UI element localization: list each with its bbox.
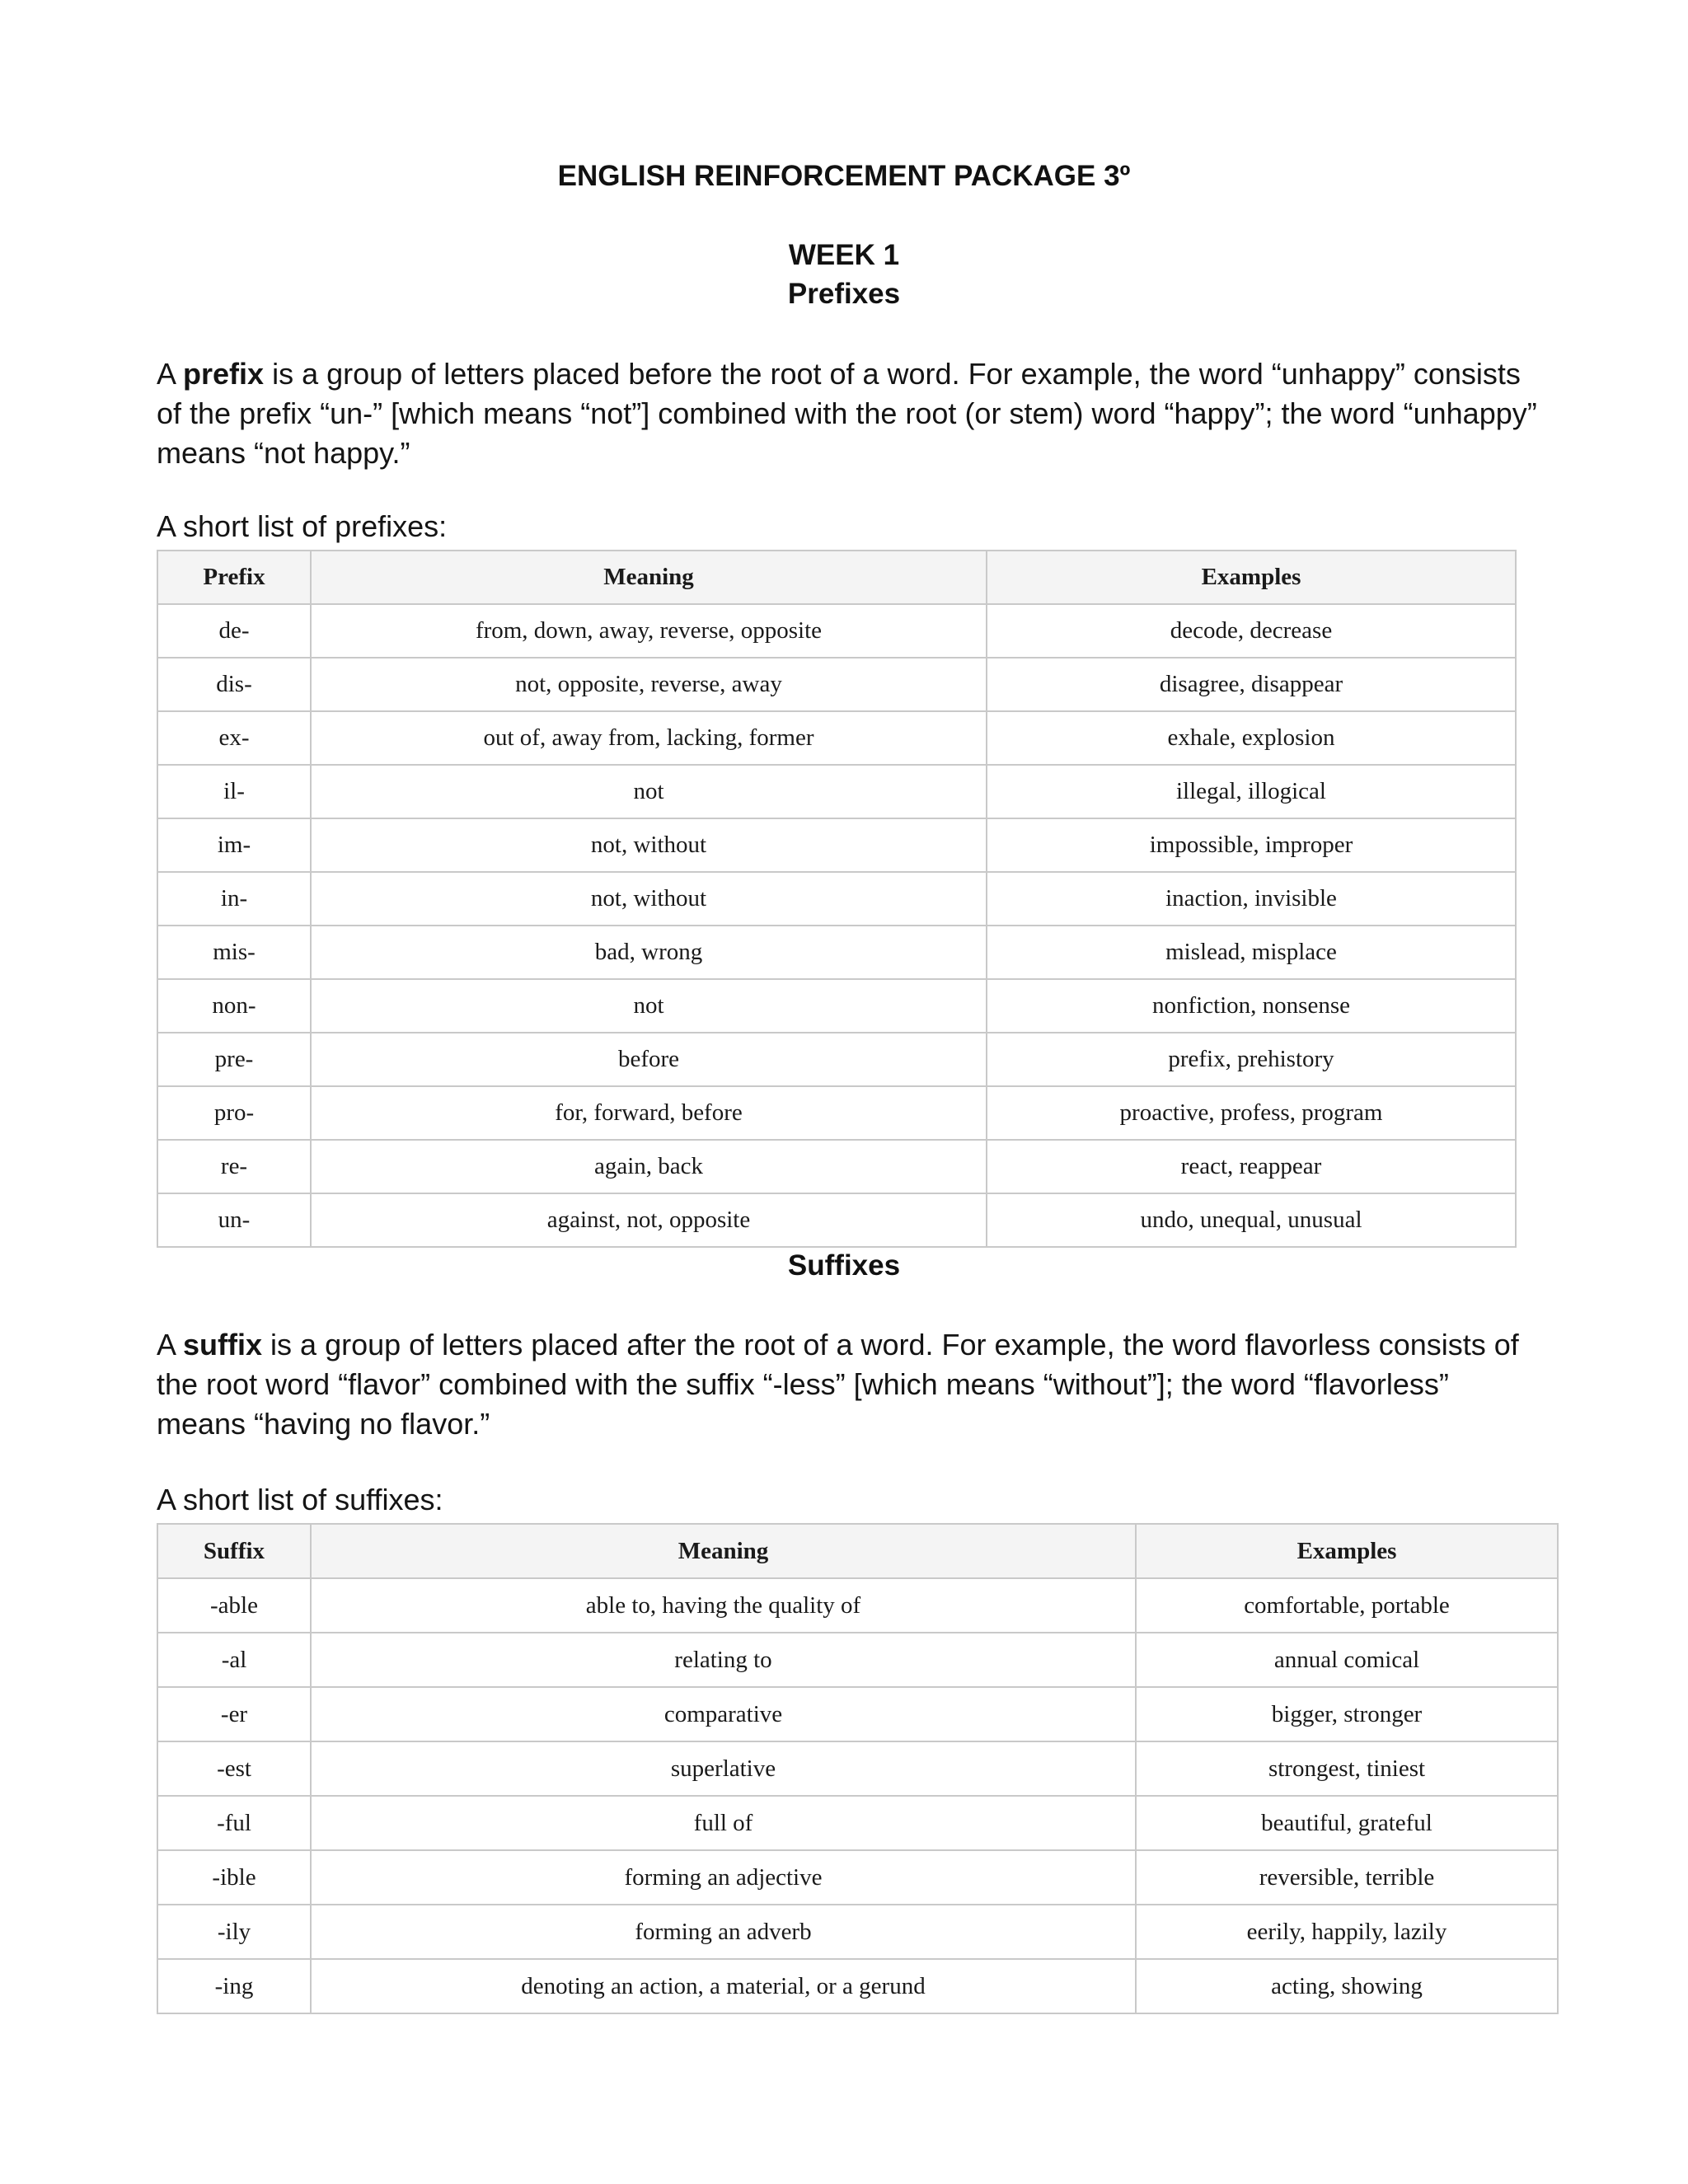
prefix-cell: un- (157, 1193, 311, 1247)
suffix-cell: -ible (157, 1850, 311, 1905)
prefix-cell: mis- (157, 926, 311, 979)
table-header-row (157, 1524, 1558, 1578)
table-row (157, 1959, 1558, 2013)
meaning-cell: out of, away from, lacking, former (311, 711, 987, 765)
column-header-meaning: Meaning (311, 551, 987, 604)
examples-cell: mislead, misplace (987, 926, 1516, 979)
column-header-examples: Examples (987, 551, 1516, 604)
examples-cell: reversible, terrible (1136, 1850, 1558, 1905)
meaning-cell: from, down, away, reverse, opposite (311, 604, 987, 658)
table-row (157, 1905, 1558, 1959)
meaning-cell: forming an adjective (311, 1850, 1136, 1905)
suffix-cell: -al (157, 1633, 311, 1687)
examples-cell: impossible, improper (987, 818, 1516, 872)
prefix-definition (157, 354, 1541, 473)
examples-cell: illegal, illogical (987, 765, 1516, 818)
meaning-cell: not, opposite, reverse, away (311, 658, 987, 711)
prefix-cell: ex- (157, 711, 311, 765)
table-row (157, 926, 1516, 979)
prefix-cell: im- (157, 818, 311, 872)
table-header-row (157, 551, 1516, 604)
table-row (157, 1033, 1516, 1086)
meaning-cell: comparative (311, 1687, 1136, 1741)
prefix-table (157, 550, 1517, 1248)
prefix-list-intro: A short list of prefixes: (157, 509, 448, 543)
column-header-prefix: Prefix (157, 551, 311, 604)
column-header-examples: Examples (1136, 1524, 1558, 1578)
prefix-term: prefix (183, 357, 265, 391)
meaning-cell: able to, having the quality of (311, 1578, 1136, 1633)
suffix-cell: -ily (157, 1905, 311, 1959)
prefix-definition-body: is a group of letters placed before the root of a word. For example, the word “unhappy” consists of the prefix “un-” [which means “not”] combined with the root (or stem) word “happy”; the word “unhappy” means “not happy.” (157, 357, 1537, 470)
table-row (157, 1687, 1558, 1741)
suffix-definition (157, 1325, 1541, 1444)
table-row (157, 1741, 1558, 1796)
table-row (157, 1578, 1558, 1633)
table-row (157, 818, 1516, 872)
suffix-cell: -er (157, 1687, 311, 1741)
table-row (157, 604, 1516, 658)
table-row (157, 979, 1516, 1033)
prefix-cell: dis- (157, 658, 311, 711)
meaning-cell: bad, wrong (311, 926, 987, 979)
table-row (157, 872, 1516, 926)
examples-cell: annual comical (1136, 1633, 1558, 1687)
suffix-table (157, 1523, 1559, 2014)
table-row (157, 1086, 1516, 1140)
examples-cell: acting, showing (1136, 1959, 1558, 2013)
examples-cell: disagree, disappear (987, 658, 1516, 711)
prefix-cell: non- (157, 979, 311, 1033)
meaning-cell: again, back (311, 1140, 987, 1193)
prefix-cell: pro- (157, 1086, 311, 1140)
suffix-term: suffix (183, 1328, 263, 1361)
meaning-cell: not, without (311, 818, 987, 872)
examples-cell: decode, decrease (987, 604, 1516, 658)
table-row (157, 711, 1516, 765)
suffix-definition-lead: A (157, 1328, 184, 1361)
table-row (157, 1850, 1558, 1905)
prefix-cell: de- (157, 604, 311, 658)
document-title: ENGLISH REINFORCEMENT PACKAGE 3º (557, 160, 1131, 192)
prefix-cell: pre- (157, 1033, 311, 1086)
meaning-cell: relating to (311, 1633, 1136, 1687)
meaning-cell: against, not, opposite (311, 1193, 987, 1247)
meaning-cell: for, forward, before (311, 1086, 987, 1140)
prefixes-heading: Prefixes (787, 278, 901, 310)
meaning-cell: not (311, 765, 987, 818)
meaning-cell: forming an adverb (311, 1905, 1136, 1959)
examples-cell: exhale, explosion (987, 711, 1516, 765)
suffix-cell: -ing (157, 1959, 311, 2013)
suffix-list-intro: A short list of suffixes: (157, 1483, 443, 1516)
examples-cell: proactive, profess, program (987, 1086, 1516, 1140)
prefix-cell: il- (157, 765, 311, 818)
examples-cell: eerily, happily, lazily (1136, 1905, 1558, 1959)
prefix-cell: re- (157, 1140, 311, 1193)
column-header-suffix: Suffix (157, 1524, 311, 1578)
table-row (157, 1140, 1516, 1193)
prefix-definition-lead: A (157, 357, 184, 391)
meaning-cell: before (311, 1033, 987, 1086)
column-header-meaning: Meaning (311, 1524, 1136, 1578)
examples-cell: prefix, prehistory (987, 1033, 1516, 1086)
examples-cell: beautiful, grateful (1136, 1796, 1558, 1850)
meaning-cell: not (311, 979, 987, 1033)
table-row (157, 658, 1516, 711)
examples-cell: comfortable, portable (1136, 1578, 1558, 1633)
suffix-cell: -ful (157, 1796, 311, 1850)
examples-cell: undo, unequal, unusual (987, 1193, 1516, 1247)
examples-cell: bigger, stronger (1136, 1687, 1558, 1741)
suffix-definition-body: is a group of letters placed after the root of a word. For example, the word flavorless consists of the root word “flavor” combined with the suffix “-less” [which means “without”]; the word “flavorless” means “having no flavor.” (157, 1328, 1519, 1441)
week-heading: WEEK 1 (788, 239, 900, 271)
prefix-cell: in- (157, 872, 311, 926)
meaning-cell: full of (311, 1796, 1136, 1850)
table-row (157, 765, 1516, 818)
meaning-cell: superlative (311, 1741, 1136, 1796)
meaning-cell: denoting an action, a material, or a gerund (311, 1959, 1136, 2013)
examples-cell: nonfiction, nonsense (987, 979, 1516, 1033)
examples-cell: strongest, tiniest (1136, 1741, 1558, 1796)
examples-cell: inaction, invisible (987, 872, 1516, 926)
meaning-cell: not, without (311, 872, 987, 926)
table-row (157, 1796, 1558, 1850)
suffix-cell: -able (157, 1578, 311, 1633)
examples-cell: react, reappear (987, 1140, 1516, 1193)
table-row (157, 1633, 1558, 1687)
table-row (157, 1193, 1516, 1247)
suffix-cell: -est (157, 1741, 311, 1796)
suffixes-heading: Suffixes (787, 1249, 901, 1282)
